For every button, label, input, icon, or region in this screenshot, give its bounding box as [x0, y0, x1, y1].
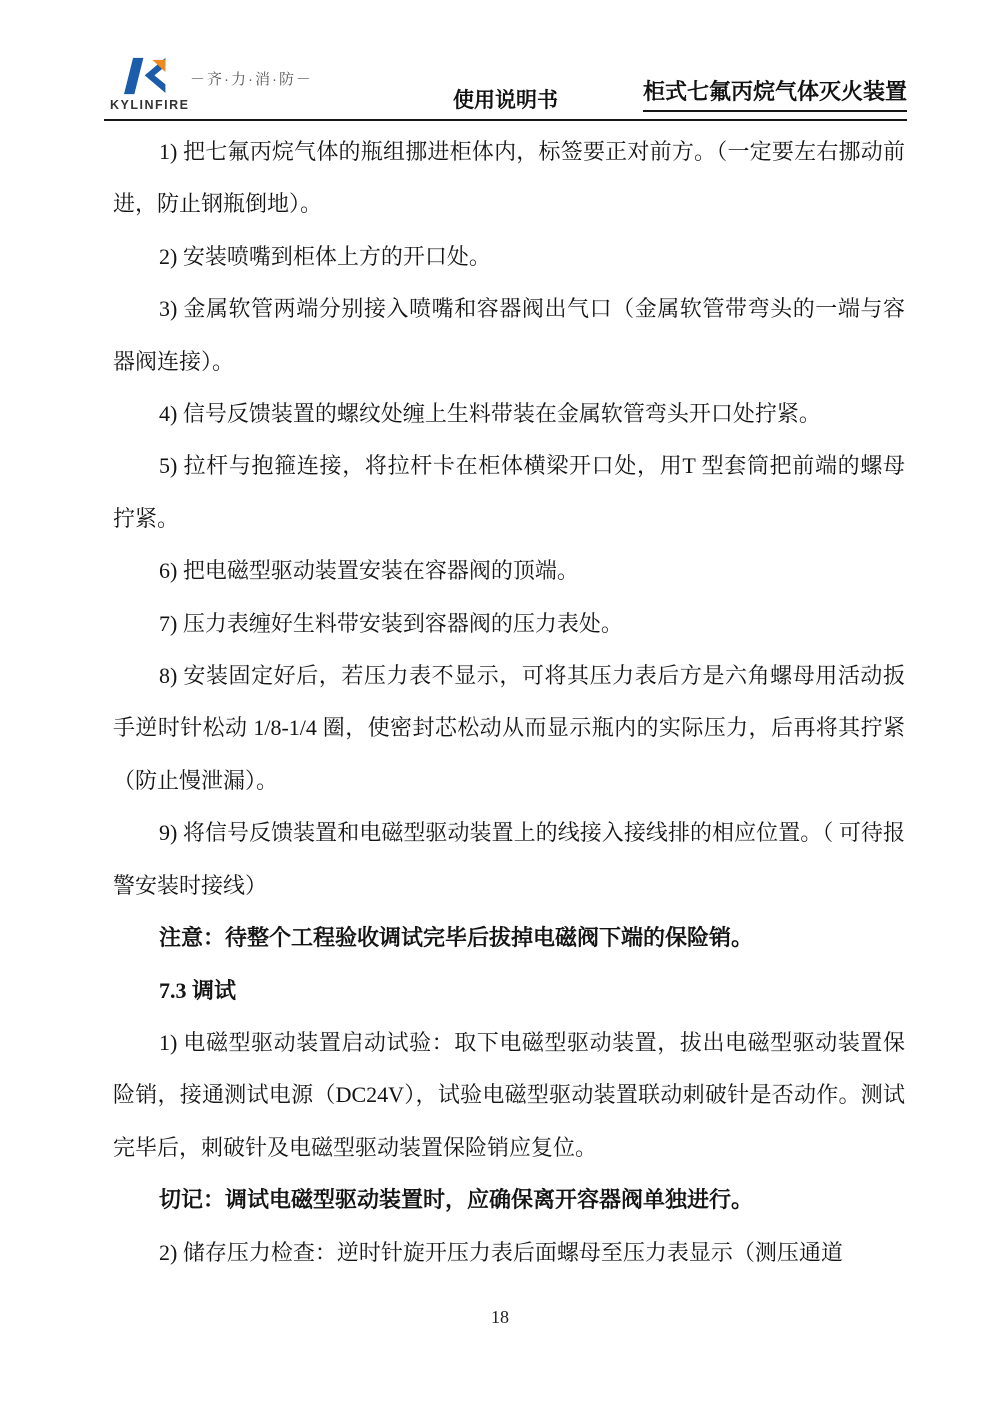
header-doc-type: 使用说明书 — [453, 89, 558, 112]
install-step-9: 9) 将信号反馈装置和电磁型驱动装置上的线接入接线排的相应位置。（ 可待报警安装时接线） — [113, 820, 905, 898]
install-step-6: 6) 把电磁型驱动装置安装在容器阀的顶端。 — [159, 558, 579, 584]
section-heading-7-3: 7.3 调试 — [159, 977, 237, 1003]
header-product-title: 柜式七氟丙烷气体灭火装置 — [643, 75, 907, 112]
kylinfire-logo-icon — [124, 55, 168, 97]
install-step-1: 1) 把七氟丙烷气体的瓶组挪进柜体内，标签要正对前方。（一定要左右挪动前进，防止钢瓶倒地）。 — [113, 139, 905, 217]
document-body — [113, 126, 905, 1279]
install-step-7: 7) 压力表缠好生料带安装到容器阀的压力表处。 — [159, 610, 623, 636]
install-step-8: 8) 安装固定好后，若压力表不显示，可将其压力表后方是六角螺母用活动扳手逆时针松动 1/8-1/4 圈，使密封芯松动从而显示瓶内的实际压力，后再将其拧紧（防止慢泄漏）。 — [113, 663, 905, 793]
debug-step-2: 2) 储存压力检查：逆时针旋开压力表后面螺母至压力表显示（测压通道 — [159, 1239, 843, 1265]
page-header — [104, 0, 907, 121]
install-step-5: 5) 拉杆与抱箍连接，将拉杆卡在柜体横梁开口处，用T 型套筒把前端的螺母拧紧。 — [113, 453, 905, 531]
notice-line: 注意：待整个工程验收调试完毕后拔掉电磁阀下端的保险销。 — [159, 925, 754, 951]
page-number: 18 — [491, 1307, 509, 1327]
brand-slogan: －齐·力·消·防－ — [190, 71, 313, 88]
brand-name: KYLINFIRE — [110, 98, 190, 112]
install-step-2: 2) 安装喷嘴到柜体上方的开口处。 — [159, 243, 491, 269]
debug-step-1: 1) 电磁型驱动装置启动试验：取下电磁型驱动装置，拔出电磁型驱动装置保险销，接通测试电源（DC24V），试验电磁型驱动装置联动刺破针是否动作。测试完毕后，刺破针及电磁型驱动装置保险销应复位。 — [113, 1029, 905, 1160]
warning-line: 切记：调试电磁型驱动装置时，应确保离开容器阀单独进行。 — [159, 1187, 754, 1213]
install-step-4: 4) 信号反馈装置的螺纹处缠上生料带装在金属软管弯头开口处拧紧。 — [159, 401, 821, 427]
install-step-3: 3) 金属软管两端分别接入喷嘴和容器阀出气口（金属软管带弯头的一端与容器阀连接）。 — [113, 296, 905, 374]
